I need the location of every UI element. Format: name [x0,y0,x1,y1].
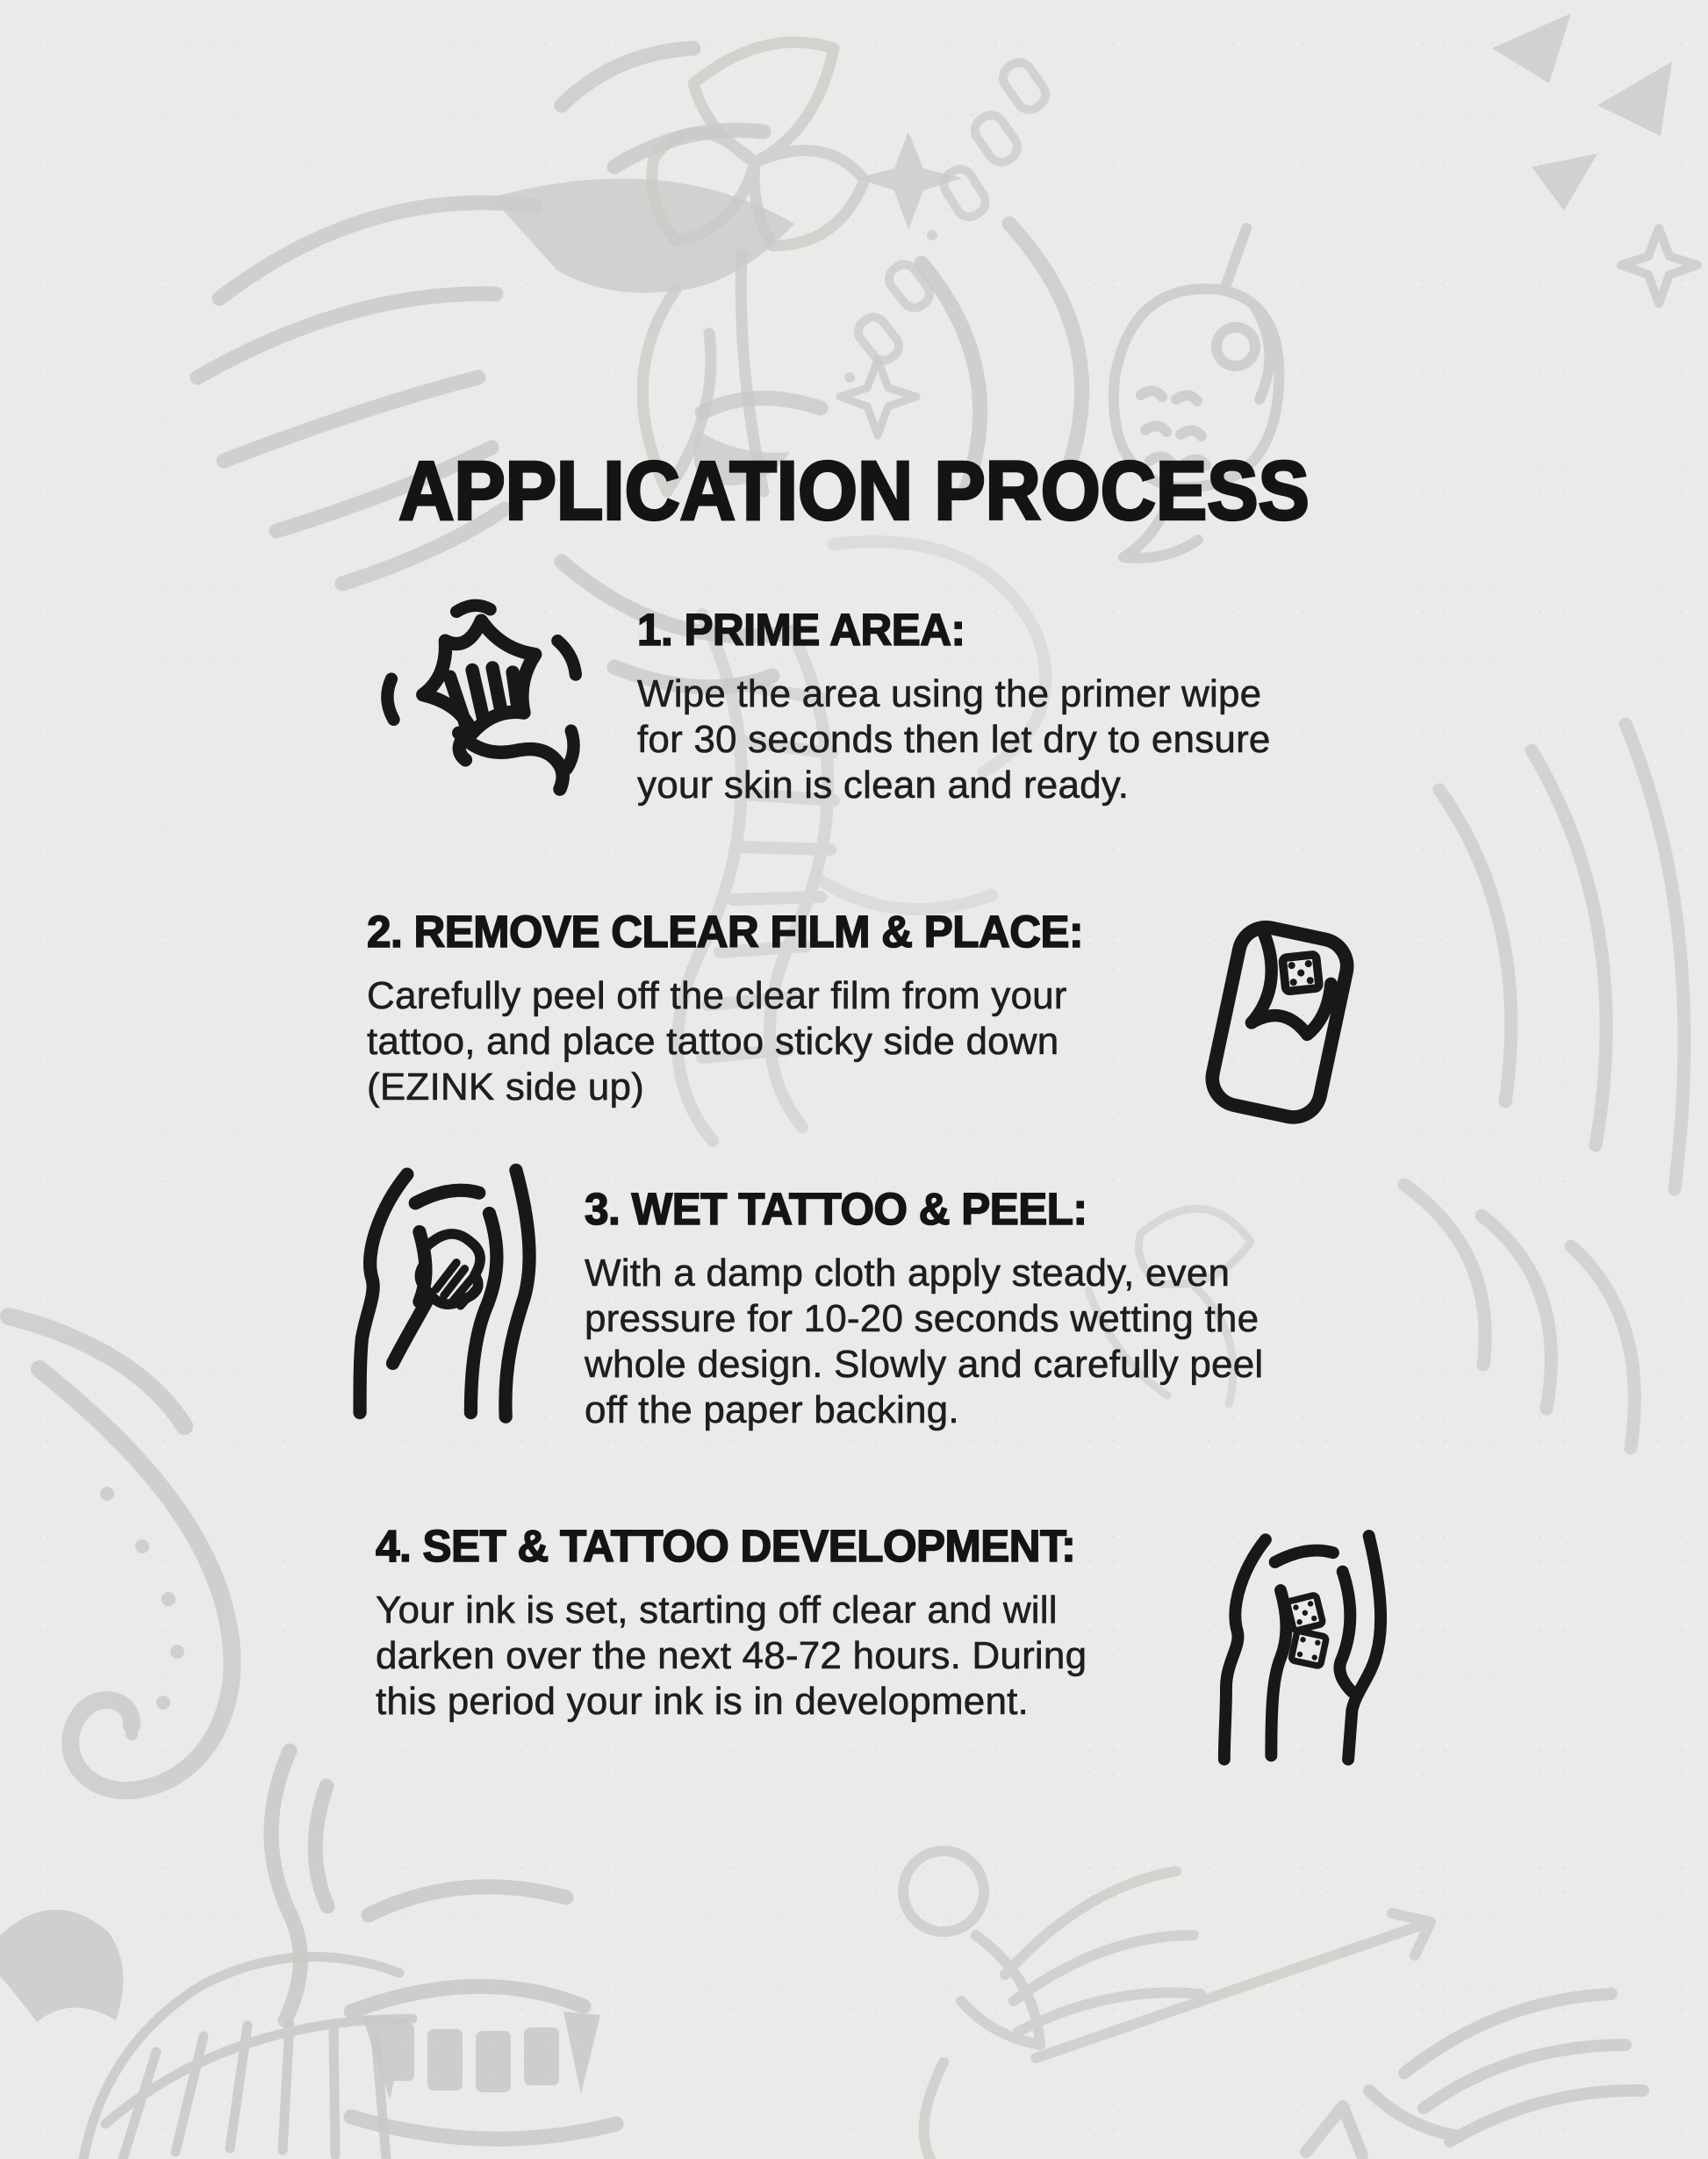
step-3-body [585,1251,1263,1433]
step-body-line: (EZINK side up) [367,1065,644,1108]
step-2 [367,906,1105,1110]
step-4-body [376,1588,1097,1725]
step-3 [585,1183,1263,1433]
arm-dice-tattoo-icon [1213,1520,1401,1794]
step-body-line: whole design. Slowly and carefully peel [585,1343,1264,1386]
press-cloth-arm-icon [348,1162,553,1439]
step-3-heading: 3. WET TATTOO & PEEL: [585,1184,1087,1234]
step-body-line: tattoo, and place tattoo sticky side down [367,1020,1059,1063]
step-1-heading: 1. PRIME AREA: [637,605,965,655]
peel-film-card-icon [1174,902,1385,1144]
step-body-line: Wipe the area using the primer wipe [637,672,1262,715]
step-body-line: darken over the next 48-72 hours. During [376,1634,1087,1677]
step-1-body [637,671,1271,808]
step-2-body [367,973,1105,1110]
step-body-line: this period your ink is in development. [376,1680,1029,1723]
step-1 [637,604,1271,808]
step-2-heading: 2. REMOVE CLEAR FILM & PLACE: [367,907,1083,957]
page-title: APPLICATION PROCESS [398,445,1310,538]
step-4-heading: 4. SET & TATTOO DEVELOPMENT: [376,1521,1076,1571]
wipe-hand-icon [376,590,600,827]
step-body-line: pressure for 10-20 seconds wetting the [585,1297,1259,1340]
step-4 [376,1520,1097,1725]
step-body-line: for 30 seconds then let dry to ensure [637,718,1271,761]
step-body-line: With a damp cloth apply steady, even [585,1252,1231,1295]
step-body-line: Your ink is set, starting off clear and will [376,1589,1058,1632]
step-body-line: your skin is clean and ready. [637,764,1130,807]
step-body-line: off the paper backing. [585,1388,959,1431]
step-body-line: Carefully peel off the clear film from your [367,974,1067,1017]
